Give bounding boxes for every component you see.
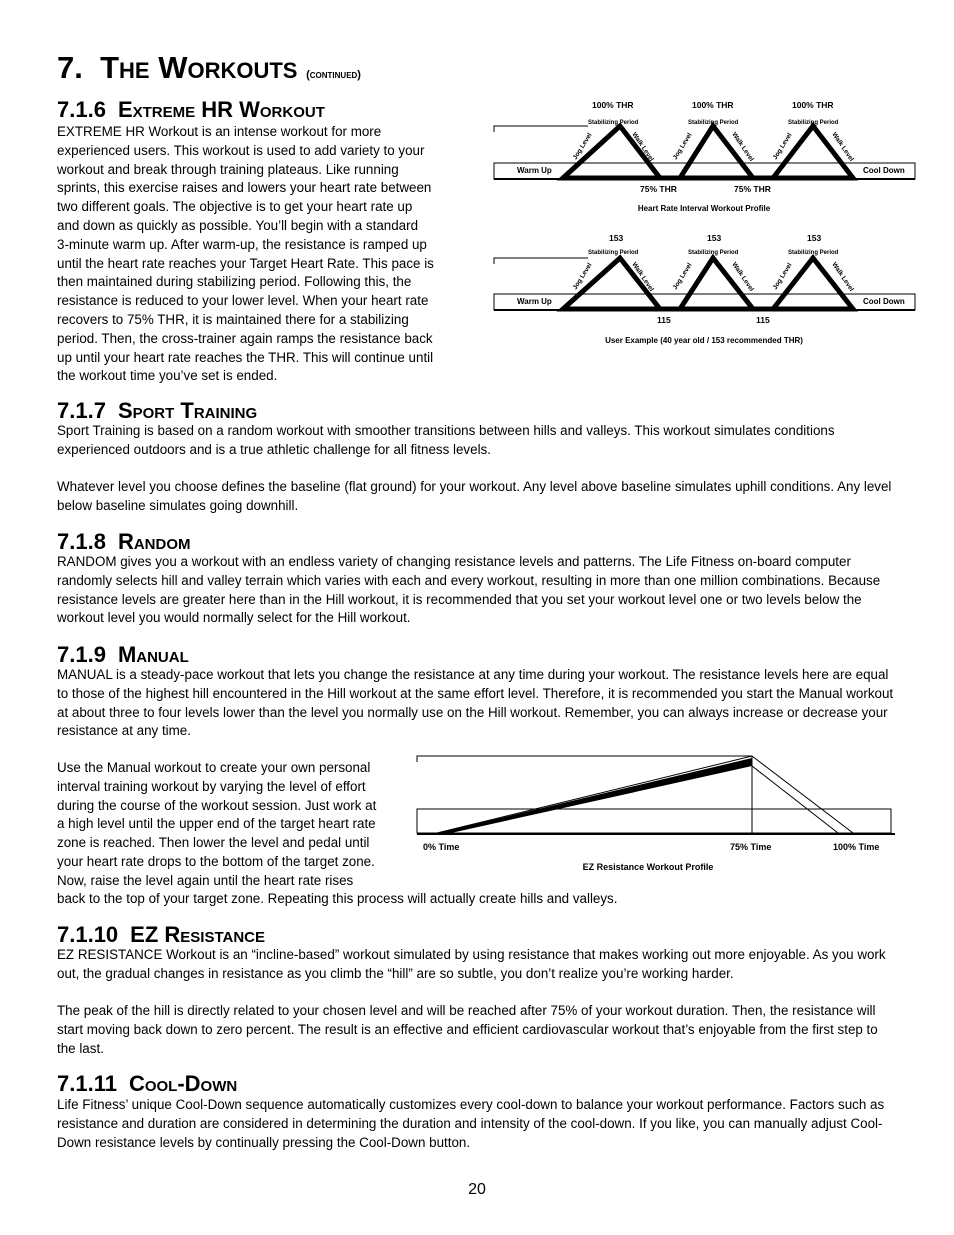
manual-text [57, 666, 897, 741]
chapter-number: 7. [57, 50, 83, 85]
valley-label: 115 [657, 315, 671, 325]
valley-label: 75% THR [640, 184, 677, 194]
jog-label: Jog Level [771, 131, 794, 162]
line: resistance is reduced to your lower level. When your heart rate [57, 293, 429, 309]
extreme-hr-text [57, 123, 477, 386]
stabilizing-label: Stabilizing Period [788, 120, 839, 126]
manual-last-line [57, 890, 897, 909]
chapter-title [57, 48, 361, 95]
walk-label: Walk Level [630, 131, 655, 163]
line: zone is reached. Then lower the level and pedal until [57, 835, 370, 851]
stabilizing-label: Stabilizing Period [688, 250, 739, 256]
line: 3-minute warm up. After warm-up, the resistance is ramped up [57, 236, 427, 252]
paragraph: Sport Training is based on a random workout with smoother transitions between hills and valleys. This workout simulates conditions experienced outdoors and is a true athletic challenge for all fitness levels. [57, 423, 835, 457]
figure-caption: Heart Rate Interval Workout Profile [637, 204, 771, 213]
peak-label: 100% THR [792, 100, 834, 110]
stabilizing-label: Stabilizing Period [788, 250, 839, 256]
figure-caption: User Example (40 year old / 153 recommended THR) [605, 336, 803, 345]
x-label: 0% Time [423, 842, 460, 852]
peak-label: 153 [609, 233, 624, 243]
chapter-continued: (continued) [306, 69, 361, 81]
valley-label: 115 [756, 315, 770, 325]
peak-label: 100% THR [592, 100, 634, 110]
walk-label: Walk Level [730, 261, 755, 293]
line: and down as quickly as possible. You’ll begin with a standard [57, 217, 419, 233]
jog-label: Jog Level [671, 131, 694, 162]
page-number: 20 [468, 1181, 486, 1198]
paragraph: Whatever level you choose defines the baseline (flat ground) for your workout. Any level above baseline simulates uphill conditions. Any level below baseline simulates going downhill. [57, 479, 892, 514]
hr-interval-profile-figure [488, 96, 920, 216]
x-label: 75% Time [730, 842, 772, 852]
section-heading-cool-down: 7.1.11 Cool-Down [57, 1071, 238, 1096]
walk-label: Walk Level [830, 261, 855, 293]
random-text [57, 553, 897, 628]
walk-label: Walk Level [730, 131, 755, 163]
section-heading-ez-resistance: 7.1.10 EZ Resistance [57, 922, 266, 947]
user-example-figure [488, 228, 920, 350]
walk-label: Walk Level [830, 131, 855, 163]
line: recovers to 75% THR, it is maintained there for a stabilizing [57, 311, 409, 327]
jog-label: Jog Level [571, 131, 594, 162]
section-heading-manual: 7.1.9 Manual [57, 642, 189, 667]
section-heading-extreme-hr: 7.1.6 Extreme HR Workout [57, 97, 325, 122]
stabilizing-label: Stabilizing Period [688, 120, 739, 126]
cool-down-text [57, 1096, 897, 1152]
line: EXTREME HR Workout is an intense workout for more [57, 124, 382, 139]
cool-down-label: Cool Down [863, 166, 905, 175]
stabilizing-label: Stabilizing Period [588, 120, 639, 126]
peak-label: 100% THR [692, 100, 734, 110]
valley-label: 75% THR [734, 184, 771, 194]
peak-label: 153 [807, 233, 822, 243]
warm-up-label: Warm Up [517, 297, 552, 306]
section-heading-sport-training: 7.1.7 Sport Training [57, 398, 258, 423]
line: sprints, this exercise raises and lowers your heart rate between [57, 180, 432, 196]
line: Now, raise the level again until the heart rate rises [57, 872, 354, 888]
cool-down-label: Cool Down [863, 297, 905, 306]
line: until the heart rate reaches your Target Heart Rate. This pace is [57, 255, 434, 271]
line: back to the top of your target zone. Repeating this process will actually create hills and valleys. [57, 891, 618, 906]
line: a high level until the upper end of the target heart rate [57, 816, 376, 832]
paragraph: Life Fitness’ unique Cool-Down sequence automatically customizes every cool-down to balance your workout performance. Factors such as resistance and duration are considered in determining the duration and intensity of the cool-down. If you like, you can manually adjust Cool-Down resistance levels by continually pressing the Cool-Down button. [57, 1097, 885, 1150]
line: your heart rate drops to the bottom of the target zone. [57, 853, 375, 869]
line: during the course of the workout session. Just work at [57, 797, 377, 813]
line: then maintained during stabilizing period. Following this, the [57, 274, 412, 290]
sport-training-text [57, 422, 897, 516]
section-heading-random: 7.1.8 Random [57, 529, 191, 554]
x-label: 100% Time [833, 842, 880, 852]
line: experienced users. This workout is used to add variety to your [57, 142, 425, 158]
paragraph: EZ RESISTANCE Workout is an “incline-based” workout simulated by using resistance that makes working out more enjoyable. As you work out, the gradual changes in resistance as you climb the “hill” are so subtle, you don’t realize you’re working harder. [57, 947, 886, 981]
chapter-name: The Workouts [100, 50, 298, 85]
jog-label: Jog Level [571, 261, 594, 292]
walk-label: Walk Level [630, 261, 655, 293]
figure-caption: EZ Resistance Workout Profile [582, 862, 714, 872]
line: two different goals. The objective is to get your heart rate up [57, 199, 413, 215]
line: the workout time you’ve set is ended. [57, 368, 278, 384]
peak-label: 153 [707, 233, 722, 243]
line: up until your heart rate reaches the THR. This will continue until [57, 349, 434, 365]
stabilizing-label: Stabilizing Period [588, 250, 639, 256]
line: period. Then, the cross-trainer again ramps the resistance back [57, 330, 433, 346]
jog-label: Jog Level [671, 261, 694, 292]
paragraph: RANDOM gives you a workout with an endless variety of changing resistance levels and patterns. The Life Fitness on-board computer randomly selects hill and valley terrain which varies with each and every workout, resulting in more than one million combinations. Because resistance levels are greater here than in the Hill workout, it is recommended that you set your workout level one or two levels below the workout level you would normally select for the Hill workout. [57, 554, 881, 626]
ez-resistance-text [57, 946, 897, 1059]
paragraph: MANUAL is a steady-pace workout that lets you change the resistance at any time during your workout. The resistance levels here are equal to those of the highest hill encountered in the Hill workout at the same effort level. Therefore, it is recommended you start the Manual workout at about three to four levels lower than the level you normally use on the Hill workout. Remember, you can always increase or decrease your resistance at any time. [57, 667, 894, 739]
line: Use the Manual workout to create your own personal [57, 760, 371, 775]
paragraph: The peak of the hill is directly related to your chosen level and will be reached after 75% of your workout duration. Then, the resistance will start moving back down to zero percent. The result is an effective and efficient cardiovascular workout that’s enjoyable from the first step to the last. [57, 1003, 878, 1056]
jog-label: Jog Level [771, 261, 794, 292]
ez-resistance-profile-figure [413, 750, 897, 874]
warm-up-label: Warm Up [517, 166, 552, 175]
line: workout and break through training plateaus. Like running [57, 161, 399, 177]
manual-interval-text [57, 759, 407, 891]
line: interval training workout by varying the level of effort [57, 778, 366, 794]
